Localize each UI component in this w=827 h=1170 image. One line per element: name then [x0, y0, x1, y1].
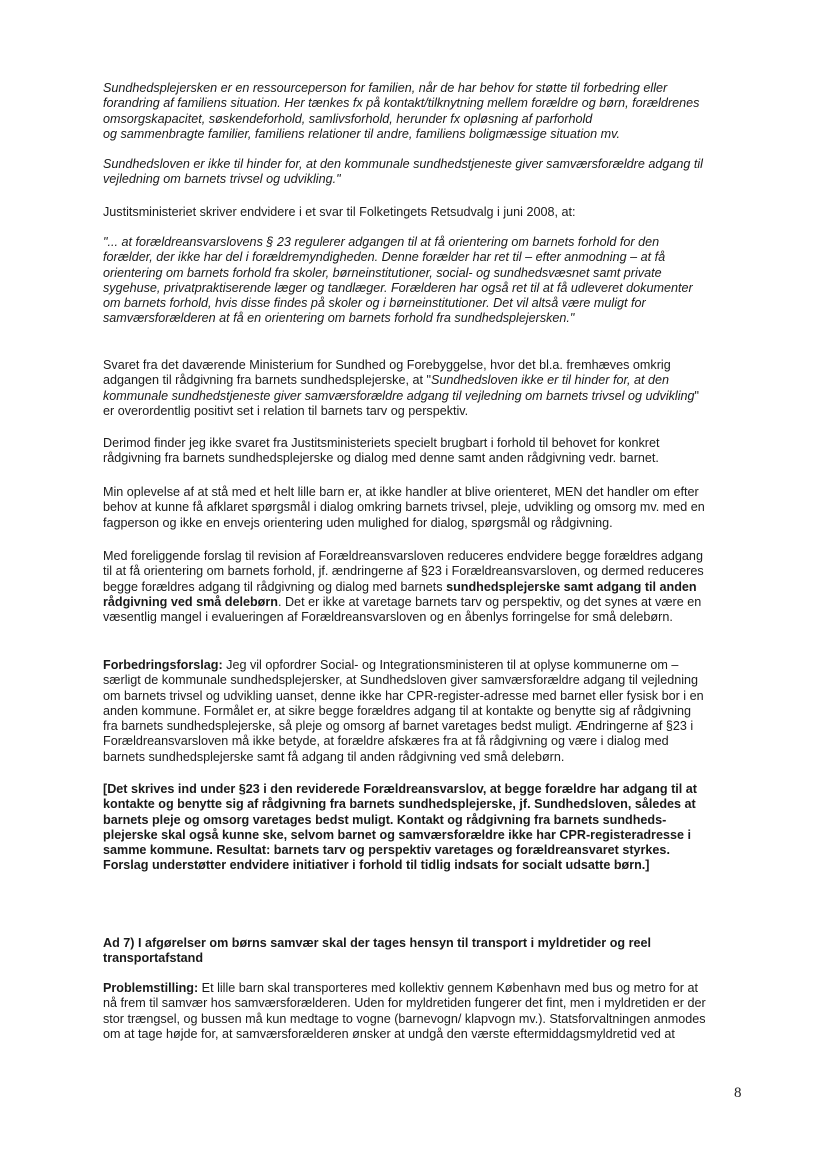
section-heading-ad-7: Ad 7) I afgørelser om børns samvær skal der tages hensyn til transport i myldretider og reel transportafstand [103, 936, 651, 966]
page-number: 8 [734, 1085, 742, 1101]
label-problemstilling: Problemstilling: [103, 981, 199, 995]
paragraph-proposal-bracket: [Det skrives ind under §23 i den reviderede Forældreansvarslov, at begge forældre har adgang til at kontakte og benytte sig af rådgivning fra barnets sundhedsplejerske, jf. Sundhedsloven, således at barnets pleje og omsorg varetages bedst muligt. Kontakt og rådgivning fra barnets sundheds- plejerske skal også kunne ske, selvom barnet og samværsforældre ikke har CPR-registeradresse i samme kommune. Resultat: barnets tarv og perspektiv varetages og forældreansvaret styrkes. Forslag understøtter endvidere initiativer i forhold til tidlig indsats for socialt udsatte børn.] [103, 782, 697, 873]
paragraph-derimod: Derimod finder jeg ikke svaret fra Justitsministeriets specielt brugbart i forhold til behovet for konkret rådgivning fra barnets sundhedsplejerske og dialog med denne samt anden rådgivning vedr. barnet. [103, 436, 660, 466]
paragraph-problemstilling: Problemstilling: Et lille barn skal transporteres med kollektiv gennem København med bus og metro for at nå frem til samvær hos samværsforælderen. Uden for myldretiden fungerer det fint, men i myldretiden er der stor trængsel, og bussen må kun medtage to vogne (barnevogn/ klapvogn mv.). Statsforvaltningen anmodes om at tage højde for, at samværsforælderen ønsker at undgå den værste eftermiddagsmyldretid ved at [103, 981, 706, 1041]
paragraph-ministerium-svar: Svaret fra det daværende Ministerium for Sundhed og Forebyggelse, hvor det bl.a. fremhæves omkrig adgangen til rådgivning fra barnets sundhedsplejerske, at "Sundhedsloven ikke er til hinder for, at den kommunale sundhedstjeneste giver samværsforældre adgang til vejledning om barnets trivsel og udvikling" er overordentlig positivt set i relation til barnets tarv og perspektiv. [103, 358, 699, 418]
paragraph-sundhedsloven-quote: Sundhedsloven er ikke til hinder for, at den kommunale sundhedstjeneste giver samværsforældre adgang til vejledning om barnets trivsel og udvikling." [103, 157, 703, 187]
paragraph-sundhedsplejersken-quote: Sundhedsplejersken er en ressourceperson for familien, når de har behov for støtte til forbedring eller forandring af familiens situation. Her tænkes fx på kontakt/tilknytning mellem forældre og børn, forældrenes omsorgskapacitet, søskendeforhold, samlivsforhold, herunder fx opløsning af parforhold og sammenbragte familier, familiens relationer til andre, familiens boligmæssige situation mv. [103, 81, 700, 141]
paragraph-med-foreliggende-forslag: Med foreliggende forslag til revision af Forældreansvarsloven reduceres endvidere begge forældres adgang til at få orientering om barnets forhold, jf. ændringerne af §23 i Forældreansvarsloven, og dermed reduceres begge forældres adgang til rådgivning og dialog med barnets sundhedsplejerske samt adgang til anden rådgivning ved små delebørn. Det er ikke at varetage barnets tarv og perspektiv, og det synes at være en væsentlig mangel i evalueringen af Forældreansvarsloven og en åbenlys forringelse for små delebørn. [103, 549, 704, 625]
label-forbedringsforslag: Forbedringsforslag: [103, 658, 223, 672]
paragraph-min-oplevelse: Min oplevelse af at stå med et helt lille barn er, at ikke handler at blive orienteret, MEN det handler om efter behov at kunne få afklaret spørgsmål i dialog omkring barnets trivsel, pleje, udvikling og omsorg mv. med en fagperson og ikke en envejs orientering uden mulighed for dialog, spørgsmål og rådgivning. [103, 485, 705, 530]
paragraph-justitsministeriet-quote: "... at forældreansvarslovens § 23 regulerer adgangen til at få orientering om barnets forhold for den forælder, der ikke har del i forældremyndigheden. Denne forælder har ret til – efter anmodning – at få orientering om barnets forhold fra skoler, børneinstitutioner, social- og sundhedsvæsnet samt private sygehuse, privatpraktiserende læger og tandlæger. Forælderen har også ret til at få udleveret dokumenter om barnets forhold, hvis disse findes på skoler og i børneinstitutioner. Det vil altså være muligt for samværsforælderen at få en orientering om barnets forhold fra sundhedsplejersken." [103, 235, 693, 326]
paragraph-justitsministeriet-intro: Justitsministeriet skriver endvidere i et svar til Folketingets Retsudvalg i juni 2008, at: [103, 205, 576, 219]
paragraph-forbedringsforslag: Forbedringsforslag: Jeg vil opfordrer Social- og Integrationsministeren til at oplyse kommunerne om – særligt de kommunale sundhedsplejersker, at Sundhedsloven giver samværsforældre adgang til vejledning om barnets trivsel og udvikling uanset, denne ikke har CPR-register-adresse med barnet eller fysisk bor i en anden kommune. Formålet er, at sikre begge forældres adgang til at kontakte og benytte sig af rådgivning fra barnets sundhedsplejerske, så pleje og omsorg af barnet varetages bedst muligt. Ændringerne af §23 i Forældreansvarsloven må ikke betyde, at forældre afskæres fra at få rådgivning og være i dialog med barnets sundhedsplejerske samt få adgang til anden rådgivning ved små delebørn. [103, 658, 704, 764]
